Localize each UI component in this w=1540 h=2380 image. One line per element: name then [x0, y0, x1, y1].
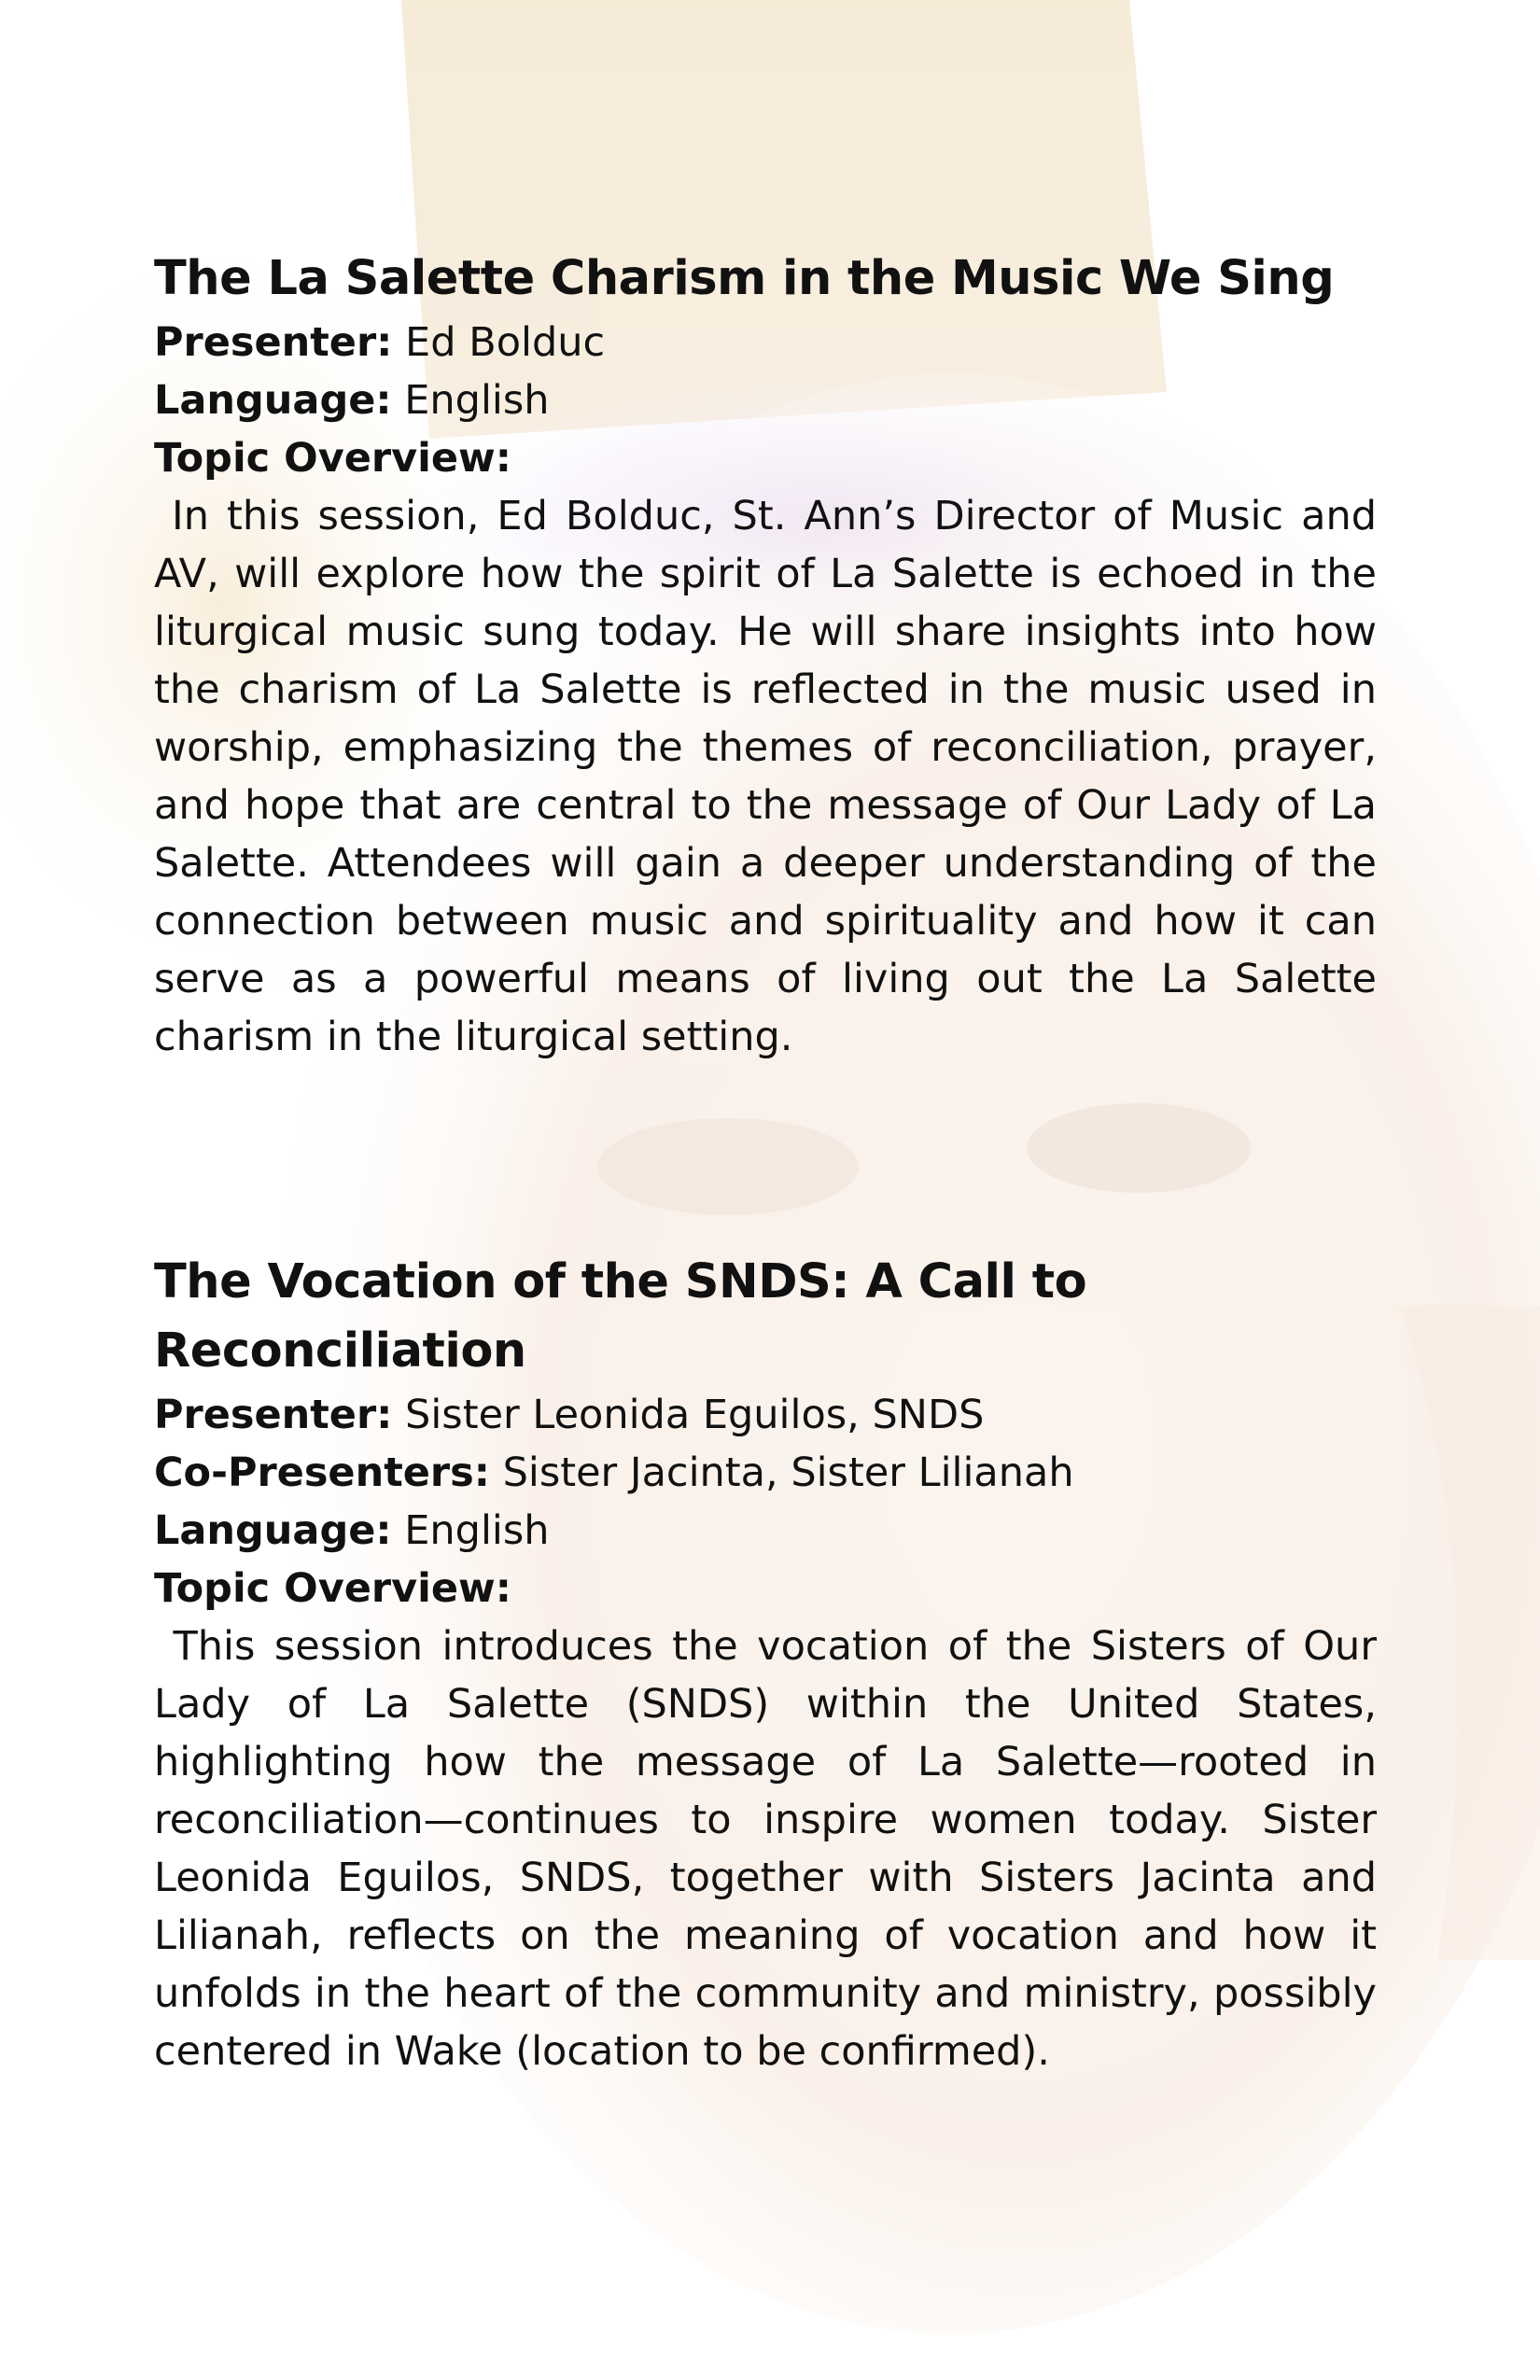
language-label: Language: — [154, 1507, 392, 1554]
language-line — [154, 1502, 1377, 1560]
topic-overview-label: Topic Overview: — [154, 1565, 511, 1612]
session-title: The Vocation of the SNDS: A Call to Reconciliation — [154, 1254, 1087, 1379]
topic-overview-line — [154, 1560, 1377, 1617]
topic-overview-text: This session introduces the vocation of the Sisters of Our Lady of La Salette (SNDS) within the United States, highlighting how the message of La Salette—rooted in reconciliation—continues to inspire women today. Sister Leonida Eguilos, SNDS, together with Sisters Jacinta and Lilianah, reflects on the meaning of vocation and how it unfolds in the heart of the community and ministry, possibly centered in Wake (location to be confirmed). — [154, 1623, 1377, 2075]
language-label: Language: — [154, 377, 392, 424]
topic-overview-label: Topic Overview: — [154, 435, 511, 482]
main-content — [154, 245, 1377, 2080]
copresenters-line — [154, 1444, 1377, 1502]
presenter-label: Presenter: — [154, 319, 393, 366]
language-value: English — [391, 377, 550, 424]
presenter-value: Ed Bolduc — [392, 319, 606, 366]
topic-overview-text: In this session, Ed Bolduc, St. Ann’s Director of Music and AV, will explore how the spirit of La Salette is echoed in the liturgical music sung today. He will share insights into how the charism of La Salette is reflected in the music used in worship, emphasizing the themes of reconciliation, prayer, and hope that are central to the message of Our Lady of La Salette. Attendees will gain a deeper understanding of the connection between music and spirituality and how it can serve as a powerful means of living out the La Salette charism in the liturgical setting. — [154, 493, 1377, 1060]
presenter-line — [154, 1386, 1377, 1444]
session-snds-vocation — [154, 1248, 1377, 2080]
copresenters-value: Sister Jacinta, Sister Lilianah — [489, 1449, 1074, 1496]
language-line — [154, 371, 1377, 429]
presenter-value: Sister Leonida Eguilos, SNDS — [392, 1392, 985, 1438]
presenter-line — [154, 314, 1377, 371]
session-music-charism — [154, 245, 1377, 1066]
presenter-label: Presenter: — [154, 1392, 393, 1438]
session-title: The La Salette Charism in the Music We Sing — [154, 251, 1335, 306]
topic-overview-line — [154, 429, 1377, 487]
copresenters-label: Co-Presenters: — [154, 1449, 490, 1496]
language-value: English — [391, 1507, 550, 1554]
